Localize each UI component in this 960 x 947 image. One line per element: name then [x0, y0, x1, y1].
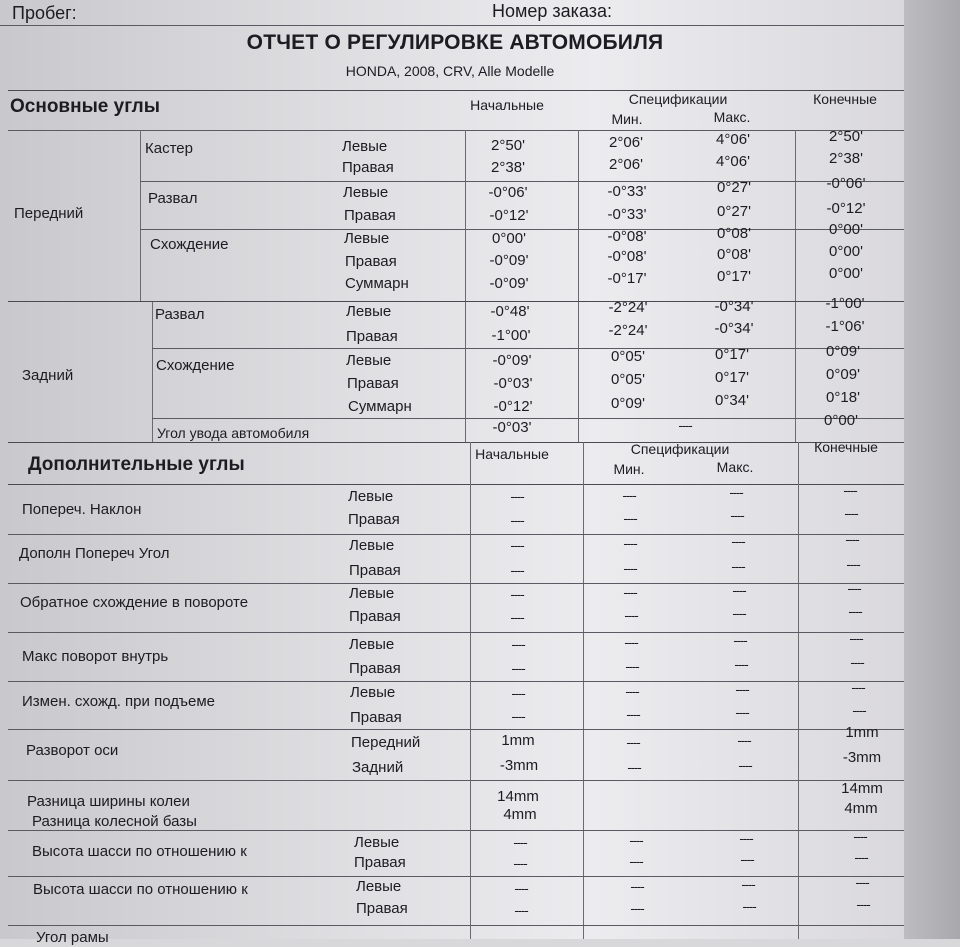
col-max-header: Макс. — [713, 109, 751, 125]
dash-cell: ---- — [511, 709, 525, 724]
col-final-header: Конечные — [814, 439, 878, 455]
dash-cell: ---- — [630, 901, 644, 916]
final-value: -0°06' — [826, 175, 866, 192]
wheelbase-diff-label: Разница колесной базы — [32, 813, 197, 830]
dash-cell: ---- — [510, 538, 524, 553]
ride-height-label: Высота шасси по отношению к — [33, 881, 248, 898]
dash-cell: ---- — [731, 534, 745, 549]
thrust-final-value: 0°00' — [824, 412, 858, 429]
final-value: 0°18' — [826, 389, 860, 406]
max-value: 0°27' — [717, 179, 751, 196]
track-diff-final: 14mm — [841, 780, 883, 797]
side-label-front: Передний — [351, 734, 421, 751]
dash-cell: ---- — [735, 705, 749, 720]
side-label-left: Левые — [344, 230, 390, 247]
max-value: 0°08' — [717, 246, 751, 263]
dash-cell: ---- — [739, 831, 753, 846]
col-min-header: Мин. — [611, 111, 643, 127]
paper-edge-shadow — [904, 0, 960, 939]
dash-cell: ---- — [510, 563, 524, 578]
setback-front-final: 1mm — [845, 724, 879, 741]
divider — [8, 90, 904, 91]
track-diff-initial: 14mm — [497, 788, 539, 805]
report-title: ОТЧЕТ О РЕГУЛИРОВКЕ АВТОМОБИЛЯ — [246, 31, 664, 54]
dash-cell: ---- — [843, 483, 857, 498]
divider — [0, 25, 904, 26]
dash-cell: ---- — [733, 633, 747, 648]
side-label-right: Правая — [356, 900, 408, 917]
dash-cell: ---- — [513, 856, 527, 871]
col-spec-header: Спецификации — [628, 91, 728, 107]
dash-cell: ---- — [513, 835, 527, 850]
divider — [8, 876, 904, 877]
min-value: 0°09' — [611, 395, 645, 412]
divider — [140, 181, 904, 182]
initial-value: 0°00' — [492, 230, 526, 247]
side-label-right: Правая — [354, 854, 406, 871]
main-angles-title: Основные углы — [10, 96, 160, 117]
initial-value: -0°09' — [489, 252, 529, 269]
side-label-total: Суммарн — [345, 275, 409, 292]
initial-value: -0°03' — [493, 375, 533, 392]
final-value: 2°38' — [829, 150, 863, 167]
initial-value: -0°09' — [492, 352, 532, 369]
side-label-right: Правая — [346, 328, 398, 345]
min-value: 0°05' — [611, 348, 645, 365]
col-spec-header: Спецификации — [630, 441, 730, 457]
min-value: -0°33' — [607, 206, 647, 223]
dash-cell: ---- — [740, 852, 754, 867]
final-value: -1°06' — [825, 318, 865, 335]
dash-cell: ---- — [848, 604, 862, 619]
dash-cell: ---- — [510, 489, 524, 504]
dash-cell: ---- — [623, 511, 637, 526]
dash-cell: ---- — [627, 760, 641, 775]
setback-front-initial: 1mm — [501, 732, 535, 749]
dash-cell: ---- — [624, 635, 638, 650]
max-value: 0°17' — [715, 369, 749, 386]
initial-value: -0°06' — [488, 184, 528, 201]
grid-line — [578, 130, 579, 442]
dash-cell: ---- — [734, 657, 748, 672]
dash-cell: ---- — [511, 686, 525, 701]
side-label-left: Левые — [346, 352, 392, 369]
side-label-right: Правая — [342, 159, 394, 176]
min-value: -2°24' — [608, 322, 648, 339]
dash-cell: ---- — [845, 532, 859, 547]
dash-cell: ---- — [730, 508, 744, 523]
frame-angle-label: Угол рамы — [36, 929, 109, 946]
initial-value: -0°12' — [493, 398, 533, 415]
front-toe-label: Схождение — [150, 236, 229, 253]
rear-toe-label: Схождение — [156, 357, 235, 374]
dash-cell: ---- — [514, 903, 528, 918]
side-label-left: Левые — [354, 834, 400, 851]
min-value: -0°08' — [607, 248, 647, 265]
dash-cell: ---- — [511, 661, 525, 676]
initial-value: -0°48' — [490, 303, 530, 320]
order-number-label: Номер заказа: — [492, 1, 613, 21]
divider — [8, 484, 904, 485]
grid-line — [465, 130, 466, 442]
grid-line — [470, 442, 471, 939]
initial-value: -0°12' — [489, 207, 529, 224]
divider — [8, 729, 904, 730]
dash-cell: ---- — [853, 829, 867, 844]
divider — [8, 681, 904, 682]
final-value: 0°09' — [826, 366, 860, 383]
side-label-left: Левые — [349, 537, 395, 554]
dash-cell: ---- — [855, 875, 869, 890]
max-value: 0°34' — [715, 392, 749, 409]
dash-cell: ---- — [623, 585, 637, 600]
side-label-right: Правая — [350, 709, 402, 726]
max-value: -0°34' — [714, 320, 754, 337]
front-camber-label: Развал — [148, 190, 198, 207]
divider — [8, 130, 904, 131]
dash-cell: ---- — [738, 758, 752, 773]
divider — [8, 301, 904, 302]
caster-label: Кастер — [145, 140, 193, 157]
side-label-right: Правая — [349, 660, 401, 677]
setback-label: Разворот оси — [26, 742, 119, 759]
front-axle-label: Передний — [14, 205, 84, 222]
divider — [8, 534, 904, 535]
dash-cell: ---- — [742, 899, 756, 914]
divider — [8, 925, 904, 926]
final-value: 2°50' — [829, 128, 863, 145]
dash-cell: ---- — [510, 513, 524, 528]
dash-cell: ---- — [626, 707, 640, 722]
min-value: 2°06' — [609, 156, 643, 173]
final-value: 0°00' — [829, 221, 863, 238]
dash-cell: ---- — [630, 879, 644, 894]
max-value: 0°17' — [715, 346, 749, 363]
wheelbase-diff-initial: 4mm — [503, 806, 537, 823]
toe-out-on-turns-label: Обратное схождение в повороте — [20, 594, 249, 611]
final-value: 0°00' — [829, 243, 863, 260]
dash-cell: ---- — [623, 561, 637, 576]
dash-cell: ---- — [731, 559, 745, 574]
toe-change-label: Измен. схожд. при подъеме — [22, 693, 216, 710]
dash-cell: ---- — [847, 581, 861, 596]
side-label-rear: Задний — [352, 759, 404, 776]
dash-cell: ---- — [510, 610, 524, 625]
max-value: 0°08' — [717, 225, 751, 242]
initial-value: 2°38' — [491, 159, 525, 176]
side-label-right: Правая — [345, 253, 397, 270]
min-value: 0°05' — [611, 371, 645, 388]
min-value: 2°06' — [609, 134, 643, 151]
dash-cell: ---- — [846, 557, 860, 572]
side-label-right: Правая — [348, 511, 400, 528]
side-label-total: Суммарн — [348, 398, 412, 415]
divider — [152, 348, 904, 349]
side-label-left: Левые — [356, 878, 402, 895]
dash-cell: ---- — [854, 850, 868, 865]
dash-cell: ---- — [510, 587, 524, 602]
side-label-right: Правая — [344, 207, 396, 224]
dash-cell: ---- — [732, 583, 746, 598]
ride-height-label: Высота шасси по отношению к — [32, 843, 247, 860]
divider — [8, 780, 904, 781]
col-initial-header: Начальные — [475, 446, 549, 462]
max-value: -0°34' — [714, 298, 754, 315]
final-value: -0°12' — [826, 200, 866, 217]
max-turn-label: Макс поворот внутрь — [22, 648, 169, 665]
setback-rear-initial: -3mm — [499, 757, 539, 774]
col-initial-header: Начальные — [470, 97, 544, 113]
thrust-angle-label: Угол увода автомобиля — [157, 425, 310, 441]
side-label-left: Левые — [350, 684, 396, 701]
dash-cell: ---- — [514, 881, 528, 896]
track-diff-label: Разница ширины колеи — [27, 793, 190, 810]
min-value: -2°24' — [608, 299, 648, 316]
wheelbase-diff-final: 4mm — [844, 800, 878, 817]
dash-cell: ---- — [625, 659, 639, 674]
side-label-right: Правая — [347, 375, 399, 392]
grid-line — [798, 442, 799, 939]
thrust-initial-value: -0°03' — [492, 419, 532, 436]
col-max-header: Макс. — [716, 459, 754, 475]
report-subtitle: HONDA, 2008, CRV, Alle Modelle — [345, 63, 555, 79]
min-value: -0°17' — [607, 270, 647, 287]
dash-cell: ---- — [729, 485, 743, 500]
col-final-header: Конечные — [813, 91, 877, 107]
initial-value: 2°50' — [491, 137, 525, 154]
dash-cell: ---- — [629, 833, 643, 848]
side-label-right: Правая — [349, 562, 401, 579]
rear-camber-label: Развал — [155, 306, 205, 323]
side-label-left: Левые — [349, 585, 395, 602]
divider — [8, 583, 904, 584]
min-value: -0°08' — [607, 228, 647, 245]
max-value: 4°06' — [716, 131, 750, 148]
dash-cell: ---- — [624, 608, 638, 623]
dash-cell: ---- — [856, 897, 870, 912]
min-value: -0°33' — [607, 183, 647, 200]
included-angle-label: Дополн Попереч Угол — [19, 545, 170, 562]
dash-cell: ---- — [737, 733, 751, 748]
max-value: 4°06' — [716, 153, 750, 170]
initial-value: -1°00' — [491, 327, 531, 344]
mileage-label: Пробег: — [12, 3, 77, 23]
dash-cell: ---- — [622, 488, 636, 503]
max-value: 0°17' — [717, 268, 751, 285]
sai-label: Попереч. Наклон — [22, 501, 142, 518]
final-value: 0°00' — [829, 265, 863, 282]
side-label-right: Правая — [349, 608, 401, 625]
divider — [8, 442, 904, 443]
side-label-left: Левые — [343, 184, 389, 201]
side-label-left: Левые — [342, 138, 388, 155]
dash-cell: ---- — [849, 631, 863, 646]
max-value: 0°27' — [717, 203, 751, 220]
dash-cell: ---- — [851, 680, 865, 695]
dash-cell: ---- — [732, 606, 746, 621]
setback-rear-final: -3mm — [842, 749, 882, 766]
final-value: -1°00' — [825, 295, 865, 312]
grid-line — [152, 302, 153, 442]
dash-cell: ---- — [626, 735, 640, 750]
col-min-header: Мин. — [613, 461, 645, 477]
dash-cell: ---- — [625, 684, 639, 699]
grid-line — [795, 130, 796, 442]
grid-line — [140, 130, 141, 302]
dash-cell: ---- — [844, 506, 858, 521]
side-label-left: Левые — [348, 488, 394, 505]
thrust-spec-value: ---- — [678, 418, 692, 433]
dash-cell: ---- — [741, 877, 755, 892]
final-value: 0°09' — [826, 343, 860, 360]
dash-cell: ---- — [629, 854, 643, 869]
divider — [8, 632, 904, 633]
initial-value: -0°09' — [489, 275, 529, 292]
rear-axle-label: Задний — [22, 367, 74, 384]
grid-line — [583, 442, 584, 939]
dash-cell: ---- — [735, 682, 749, 697]
dash-cell: ---- — [852, 703, 866, 718]
extra-angles-title: Дополнительные углы — [28, 454, 245, 475]
side-label-left: Левые — [346, 303, 392, 320]
dash-cell: ---- — [623, 536, 637, 551]
dash-cell: ---- — [511, 637, 525, 652]
side-label-left: Левые — [349, 636, 395, 653]
dash-cell: ---- — [850, 655, 864, 670]
